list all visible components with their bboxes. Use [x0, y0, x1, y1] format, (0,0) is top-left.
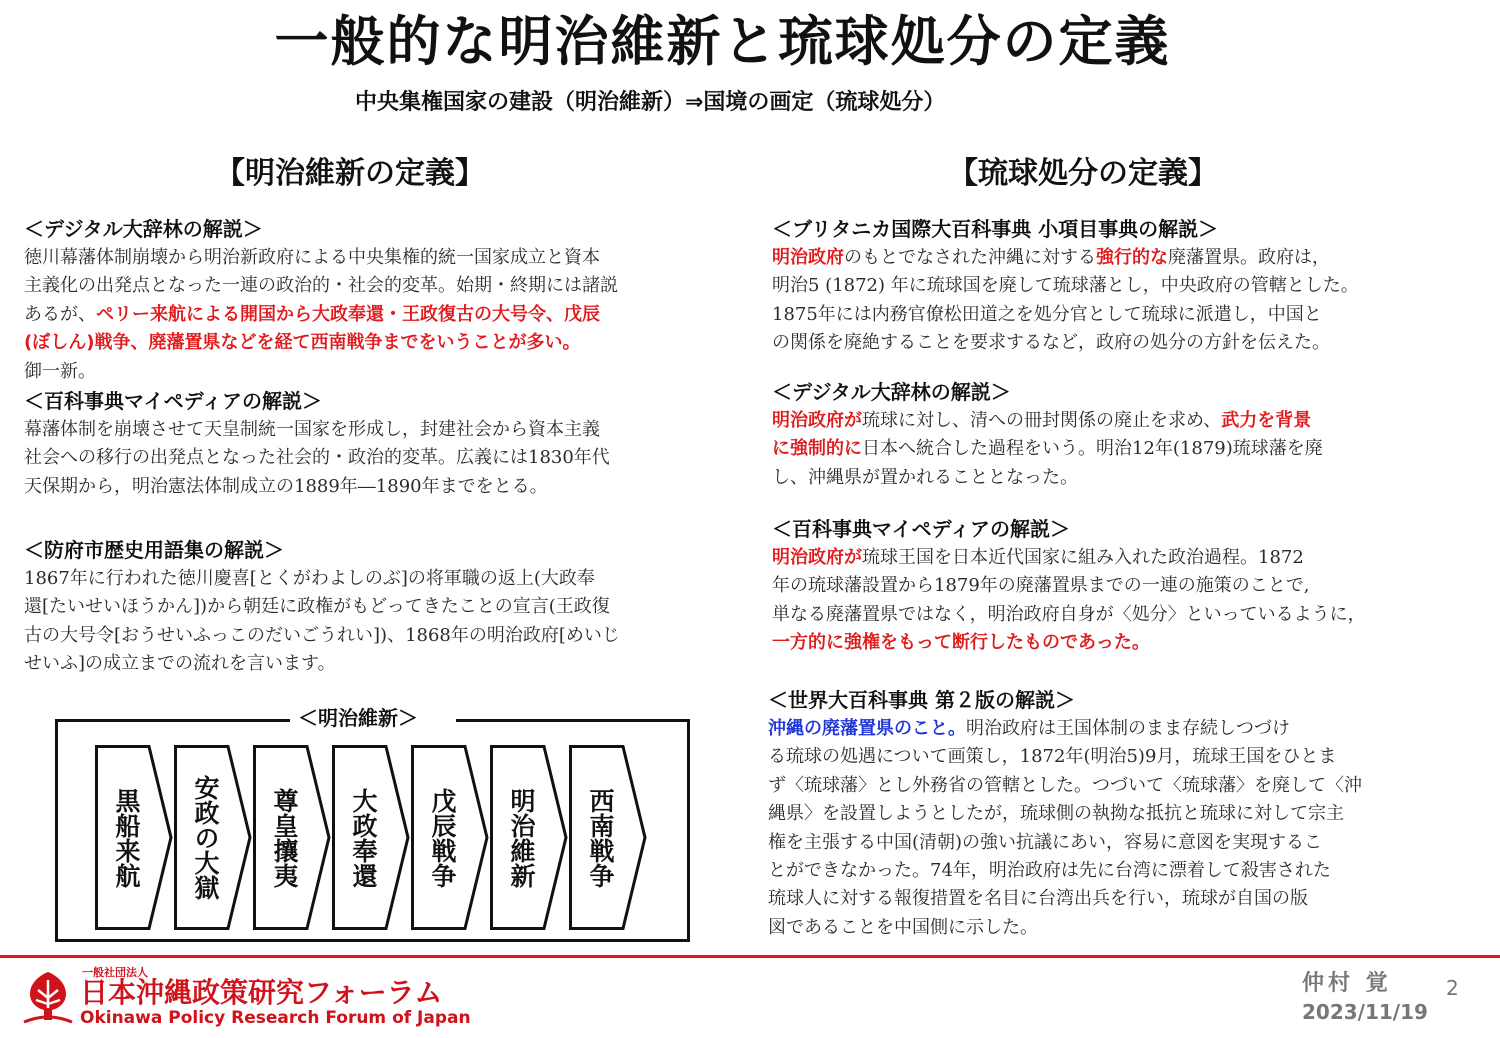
- text-line: [24, 593, 754, 621]
- right-section-3-heading: ＜百科事典マイペディアの解説＞: [772, 517, 1070, 541]
- text-line: [772, 464, 1492, 492]
- body-text-run: とができなかった。74年，明治政府は先に台湾に漂着して殺害された: [768, 860, 1331, 882]
- left-section-3-body: [24, 565, 754, 679]
- diagram-step-label: 黒船来航: [112, 787, 141, 888]
- highlight-blue-text: 沖縄の廃藩置県のこと。: [768, 718, 966, 739]
- right-section-1-body: [772, 244, 1492, 358]
- right-section-2-heading: ＜デジタル大辞林の解説＞: [772, 380, 1011, 404]
- body-text-run: 還[たいせいほうかん])から朝廷に政権がもどってきたことの宣言(王政復: [24, 596, 610, 618]
- org-name-english: Okinawa Policy Research Forum of Japan: [80, 1008, 471, 1028]
- body-text-run: 縄県〉を設置しようとしたが，琉球側の執拗な抵抗と琉球に対して宗主: [768, 803, 1344, 825]
- text-line: [772, 301, 1492, 329]
- org-logo-icon: [20, 968, 76, 1026]
- text-line: [768, 715, 1492, 743]
- highlight-red-text: 強行的な: [1096, 247, 1168, 268]
- diagram-step-label: 安政の大獄: [191, 775, 220, 900]
- text-line: [24, 272, 754, 300]
- highlight-red-text: 明治政府: [772, 247, 844, 268]
- text-line: [772, 601, 1492, 629]
- diagram-step: [411, 745, 489, 930]
- body-text-run: 権を主張する中国(清朝)の強い抗議にあい，容易に意図を実現するこ: [768, 831, 1323, 853]
- left-section-2-heading: ＜百科事典マイペディアの解説＞: [24, 389, 322, 413]
- body-text-run: あるが、: [24, 303, 96, 325]
- body-text-run: 琉球人に対する報復措置を名目に台湾出兵を行い，琉球が自国の版: [768, 888, 1308, 910]
- body-text-run: し、沖縄県が置かれることとなった。: [772, 466, 1078, 488]
- right-section-4-body: [768, 715, 1492, 942]
- diagram-step: [490, 745, 568, 930]
- text-line: [772, 329, 1492, 357]
- diagram-step: [95, 745, 173, 930]
- highlight-red-text: に強制的に: [772, 438, 862, 460]
- text-line: [24, 244, 754, 272]
- body-text-run: の関係を廃絶することを要求するなど，政府の処分の方針を伝えた。: [772, 332, 1330, 354]
- body-text-run: 天保期から，明治憲法体制成立の1889年―1890年までをとる。: [24, 475, 548, 497]
- text-line: [772, 572, 1492, 600]
- text-line: [772, 244, 1492, 272]
- text-line: [24, 329, 754, 357]
- body-text-run: 1867年に行われた徳川慶喜[とくがわよしのぶ]の将軍職の返上(大政奉: [24, 568, 595, 589]
- footer-divider: [0, 955, 1500, 958]
- diagram-label: ＜明治維新＞: [290, 704, 456, 732]
- text-line: [24, 301, 754, 329]
- diagram-step-label: 西南戦争: [586, 787, 615, 888]
- text-line: [24, 358, 754, 386]
- highlight-red-text: ペリー来航による開国から大政奉還・王政復古の大号令、戊辰: [96, 303, 600, 325]
- text-line: [768, 829, 1492, 857]
- text-line: [768, 857, 1492, 885]
- body-text-run: 明治5 (1872) 年に琉球国を廃して琉球藩とし，中央政府の管轄とした。: [772, 275, 1359, 297]
- right-section-2-body: [772, 407, 1492, 492]
- body-text-run: ず〈琉球藩〉とし外務省の管轄とした。つづいて〈琉球藩〉を廃して〈沖: [768, 774, 1362, 796]
- diagram-step: [332, 745, 410, 930]
- body-text-run: 幕藩体制を崩壊させて天皇制統一国家を形成し，封建社会から資本主義: [24, 419, 600, 440]
- diagram-step-label: 尊皇攘夷: [270, 787, 299, 888]
- text-line: [768, 743, 1492, 771]
- highlight-red-text: 明治政府が: [772, 410, 862, 431]
- presentation-date: 2023/11/19: [1302, 1000, 1428, 1024]
- author-name: 仲村 覚: [1302, 971, 1392, 996]
- left-section-2-body: [24, 416, 754, 501]
- org-name: 日本沖縄政策研究フォーラム: [80, 976, 443, 1009]
- diagram-step-label: 戊辰戦争: [428, 787, 457, 888]
- text-line: [24, 473, 754, 501]
- diagram-step: [253, 745, 331, 930]
- body-text-run: 廃藩置県。政府は，: [1168, 247, 1330, 268]
- body-text-run: 年の琉球藩設置から1879年の廃藩置県までの一連の施策のことで,: [772, 575, 1310, 597]
- text-line: [24, 622, 754, 650]
- body-text-run: 琉球王国を日本近代国家に組み入れた政治過程。1872: [862, 547, 1304, 568]
- diagram-step-label: 大政奉還: [349, 787, 378, 888]
- page-number: 2: [1446, 976, 1459, 1000]
- body-text-run: 明治政府は王国体制のまま存続しつづけ: [966, 718, 1290, 739]
- right-section-3-body: [772, 544, 1492, 658]
- body-text-run: 主義化の出発点となった一連の政治的・社会的変革。始期・終期には諸説: [24, 275, 618, 297]
- text-line: [24, 416, 754, 444]
- body-text-run: る琉球の処遇について画策し，1872年(明治5)9月，琉球王国をひとま: [768, 746, 1337, 768]
- body-text-run: 日本へ統合した過程をいう。明治12年(1879)琉球藩を廃: [862, 438, 1323, 460]
- diagram-step: [174, 745, 252, 930]
- text-line: [772, 435, 1492, 463]
- body-text-run: 1875年には内務官僚松田道之を処分官として琉球に派遣し，中国と: [772, 303, 1322, 325]
- text-line: [768, 800, 1492, 828]
- highlight-red-text: 一方的に強権をもって断行したものであった。: [772, 632, 1150, 654]
- text-line: [772, 544, 1492, 572]
- right-column-heading: 【琉球処分の定義】: [948, 156, 1218, 191]
- diagram-step: [569, 745, 647, 930]
- right-section-4-heading: ＜世界大百科事典 第２版の解説＞: [768, 688, 1075, 712]
- body-text-run: 古の大号令[おうせいふっこのだいごうれい])、1868年の明治政府[めいじ: [24, 624, 620, 646]
- page-subtitle: 中央集権国家の建設（明治維新）⇒国境の画定（琉球処分）: [355, 90, 946, 115]
- body-text-run: せいふ]の成立までの流れを言います。: [24, 653, 336, 675]
- text-line: [24, 650, 754, 678]
- body-text-run: 御一新。: [24, 360, 96, 382]
- left-section-1-heading: ＜デジタル大辞林の解説＞: [24, 217, 263, 241]
- highlight-red-text: 明治政府が: [772, 547, 862, 568]
- body-text-run: 単なる廃藩置県ではなく，明治政府自身が〈処分〉といっているように，: [772, 603, 1366, 625]
- text-line: [24, 565, 754, 593]
- body-text-run: 琉球に対し、清への冊封関係の廃止を求め、: [862, 410, 1222, 431]
- text-line: [772, 272, 1492, 300]
- page-title: 一般的な明治維新と琉球処分の定義: [274, 10, 1171, 73]
- text-line: [24, 444, 754, 472]
- text-line: [768, 772, 1492, 800]
- left-column-heading: 【明治維新の定義】: [215, 156, 485, 191]
- left-section-3-heading: ＜防府市歴史用語集の解説＞: [24, 538, 284, 562]
- diagram-step-label: 明治維新: [507, 787, 536, 888]
- left-section-1-body: [24, 244, 754, 386]
- highlight-red-text: (ぼしん)戦争、廃藩置県などを経て西南戦争までをいうことが多い。: [24, 332, 581, 354]
- text-line: [768, 885, 1492, 913]
- highlight-red-text: 武力を背景: [1221, 410, 1312, 431]
- body-text-run: 社会への移行の出発点となった社会的・政治的変革。広義には1830年代: [24, 447, 610, 469]
- text-line: [772, 407, 1492, 435]
- org-type-label: 一般社団法人: [82, 966, 148, 979]
- text-line: [772, 629, 1492, 657]
- text-line: [768, 914, 1492, 942]
- right-section-1-heading: ＜ブリタニカ国際大百科事典 小項目事典の解説＞: [772, 217, 1219, 241]
- body-text-run: のもとでなされた沖縄に対する: [844, 247, 1096, 268]
- body-text-run: 徳川幕藩体制崩壊から明治新政府による中央集権的統一国家成立と資本: [24, 247, 600, 268]
- body-text-run: 図であることを中国側に示した。: [768, 916, 1038, 938]
